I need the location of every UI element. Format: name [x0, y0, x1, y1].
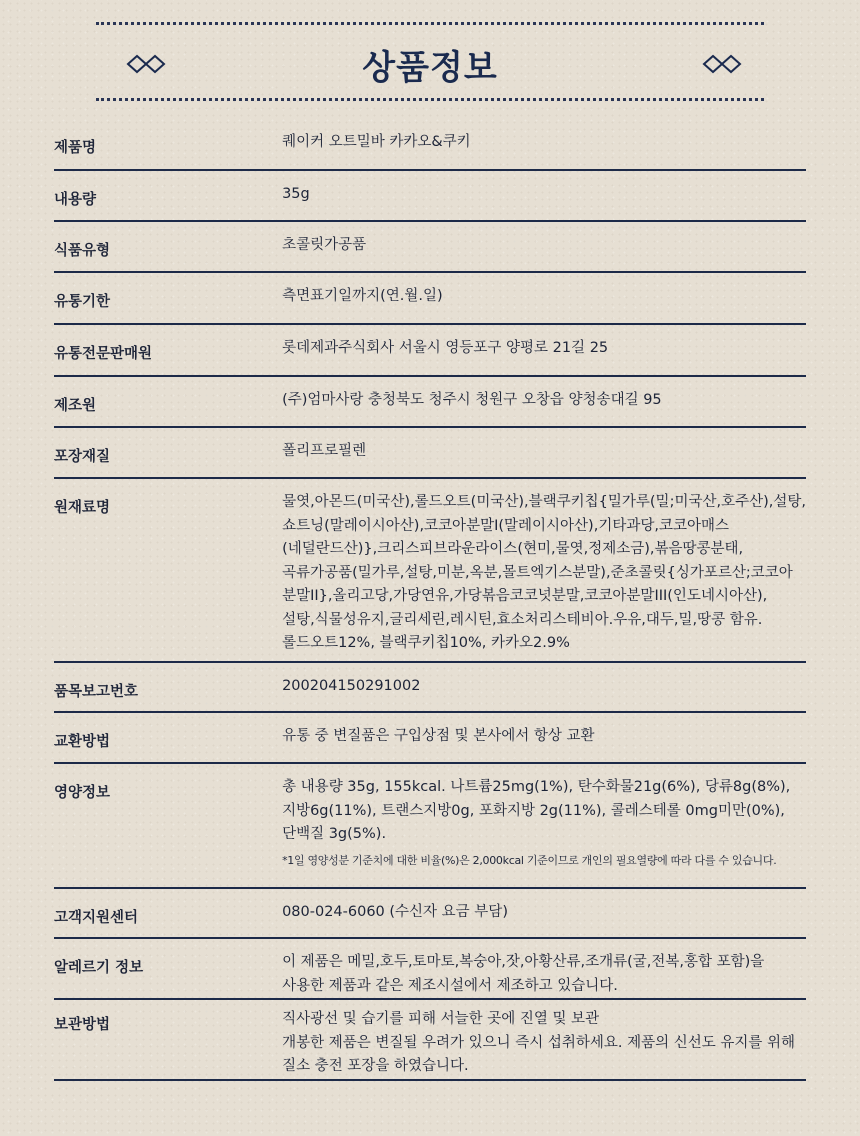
value-line: (주)엄마사랑 충청북도 청주시 청원구 오창읍 양청송대길 95: [282, 392, 662, 408]
value-line: 유통 중 변질품은 구입상점 및 본사에서 항상 교환: [282, 728, 595, 744]
row-label: 유통전문판매원: [54, 346, 153, 362]
info-row: [54, 662, 806, 712]
row-value: [282, 376, 806, 427]
value-line: 물엿,아몬드(미국산),롤드오트(미국산),블랙쿠키칩{밀가루(밀;미국산,호주산),설탕,: [282, 494, 806, 510]
info-row: [54, 712, 806, 763]
row-value: [282, 478, 806, 662]
info-row: [54, 478, 806, 662]
footnote: *1일 영양성분 기준치에 대한 비율(%)은 2,000kcal 기준이므로 개인의 필요열량에 따라 다를 수 있습니다.: [282, 853, 777, 867]
value-line: 롤드오트12%, 블랙쿠키칩10%, 카카오2.9%: [282, 635, 570, 651]
value-line: 분말II},올리고당,가당연유,가당볶음코코넛분말,코코아분말III(인도네시아산),: [282, 588, 768, 604]
row-label: 영양정보: [54, 785, 111, 801]
row-value: [282, 888, 806, 938]
row-label: 보관방법: [54, 1017, 111, 1033]
value-line: 직사광선 및 습기를 피해 서늘한 곳에 진열 및 보관: [282, 1011, 600, 1027]
value-line: 퀘이커 오트밀바 카카오&쿠키: [282, 134, 471, 150]
product-info-table: [54, 119, 806, 1081]
value-line: 이 제품은 메밀,호두,토마토,복숭아,잣,아황산류,조개류(굴,전복,홍합 포함)을: [282, 954, 765, 970]
info-row: [54, 999, 806, 1080]
row-label: 내용량: [54, 192, 97, 208]
row-label: 포장재질: [54, 449, 111, 465]
row-value: [282, 119, 806, 170]
value-line: 단백질 3g(5%).: [282, 826, 387, 842]
value-line: 080-024-6060 (수신자 요금 부담): [282, 904, 508, 920]
row-value: [282, 712, 806, 763]
row-value: [282, 272, 806, 324]
diamond-ornament-icon: [702, 53, 742, 75]
value-line: 질소 충전 포장을 하였습니다.: [282, 1058, 469, 1074]
info-row: [54, 119, 806, 170]
value-line: 200204150291002: [282, 678, 421, 694]
value-line: (네덜란드산)},크리스피브라운라이스(현미,물엿,정제소금),볶음땅콩분태,: [282, 541, 744, 557]
value-line: 사용한 제품과 같은 제조시설에서 제조하고 있습니다.: [282, 977, 618, 994]
row-label: 고객지원센터: [54, 910, 139, 926]
row-value: [282, 999, 806, 1080]
row-label: 식품유형: [54, 243, 111, 259]
row-label: 제조원: [54, 398, 97, 414]
value-line: 롯데제과주식회사 서울시 영등포구 양평로 21길 25: [282, 340, 609, 356]
value-line: 쇼트닝(말레이시아산),코코아분말I(말레이시아산),기타과당,코코아매스: [282, 517, 729, 534]
value-line: 지방6g(11%), 트랜스지방0g, 포화지방 2g(11%), 콜레스테롤 0mg미만(0%),: [282, 802, 785, 819]
row-label: 원재료명: [54, 500, 111, 516]
value-line: 측면표기일까지(연.월.일): [282, 288, 443, 304]
row-label: 알레르기 정보: [54, 960, 144, 976]
row-value: [282, 938, 806, 999]
row-value: [282, 170, 806, 221]
value-line: 초콜릿가공품: [282, 237, 367, 253]
info-row: [54, 324, 806, 376]
bottom-dotted-divider: [96, 98, 764, 101]
info-row: [54, 221, 806, 272]
info-row: [54, 376, 806, 427]
value-line: 35g: [282, 186, 310, 202]
info-row: [54, 763, 806, 888]
value-line: 개봉한 제품은 변질될 우려가 있으니 즉시 섭취하세요. 제품의 신선도 유지를 위해: [282, 1034, 795, 1051]
value-line: 폴리프로필렌: [282, 443, 367, 459]
row-value: [282, 221, 806, 272]
info-row: [54, 170, 806, 221]
row-label: 품목보고번호: [54, 684, 139, 700]
info-row: [54, 272, 806, 324]
page-title: 상품정보: [362, 48, 498, 88]
info-row: [54, 888, 806, 938]
row-label: 유통기한: [54, 294, 111, 310]
top-dotted-divider: [96, 22, 764, 25]
row-value: [282, 427, 806, 478]
value-line: 곡류가공품(밀가루,설탕,미분,옥분,몰트엑기스분말),준초콜릿{싱가포르산;코코아: [282, 564, 793, 581]
value-line: 총 내용량 35g, 155kcal. 나트륨25mg(1%), 탄수화물21g(6%), 당류8g(8%),: [282, 779, 791, 795]
value-line: 설탕,식물성유지,글리세린,레시틴,효소처리스테비아.우유,대두,밀,땅콩 함유.: [282, 611, 763, 628]
row-value: [282, 324, 806, 376]
info-row: [54, 427, 806, 478]
row-label: 제품명: [54, 140, 97, 156]
info-row: [54, 938, 806, 999]
row-value: [282, 763, 806, 888]
row-value: [282, 662, 806, 712]
header: [0, 0, 860, 110]
row-label: 교환방법: [54, 734, 111, 750]
